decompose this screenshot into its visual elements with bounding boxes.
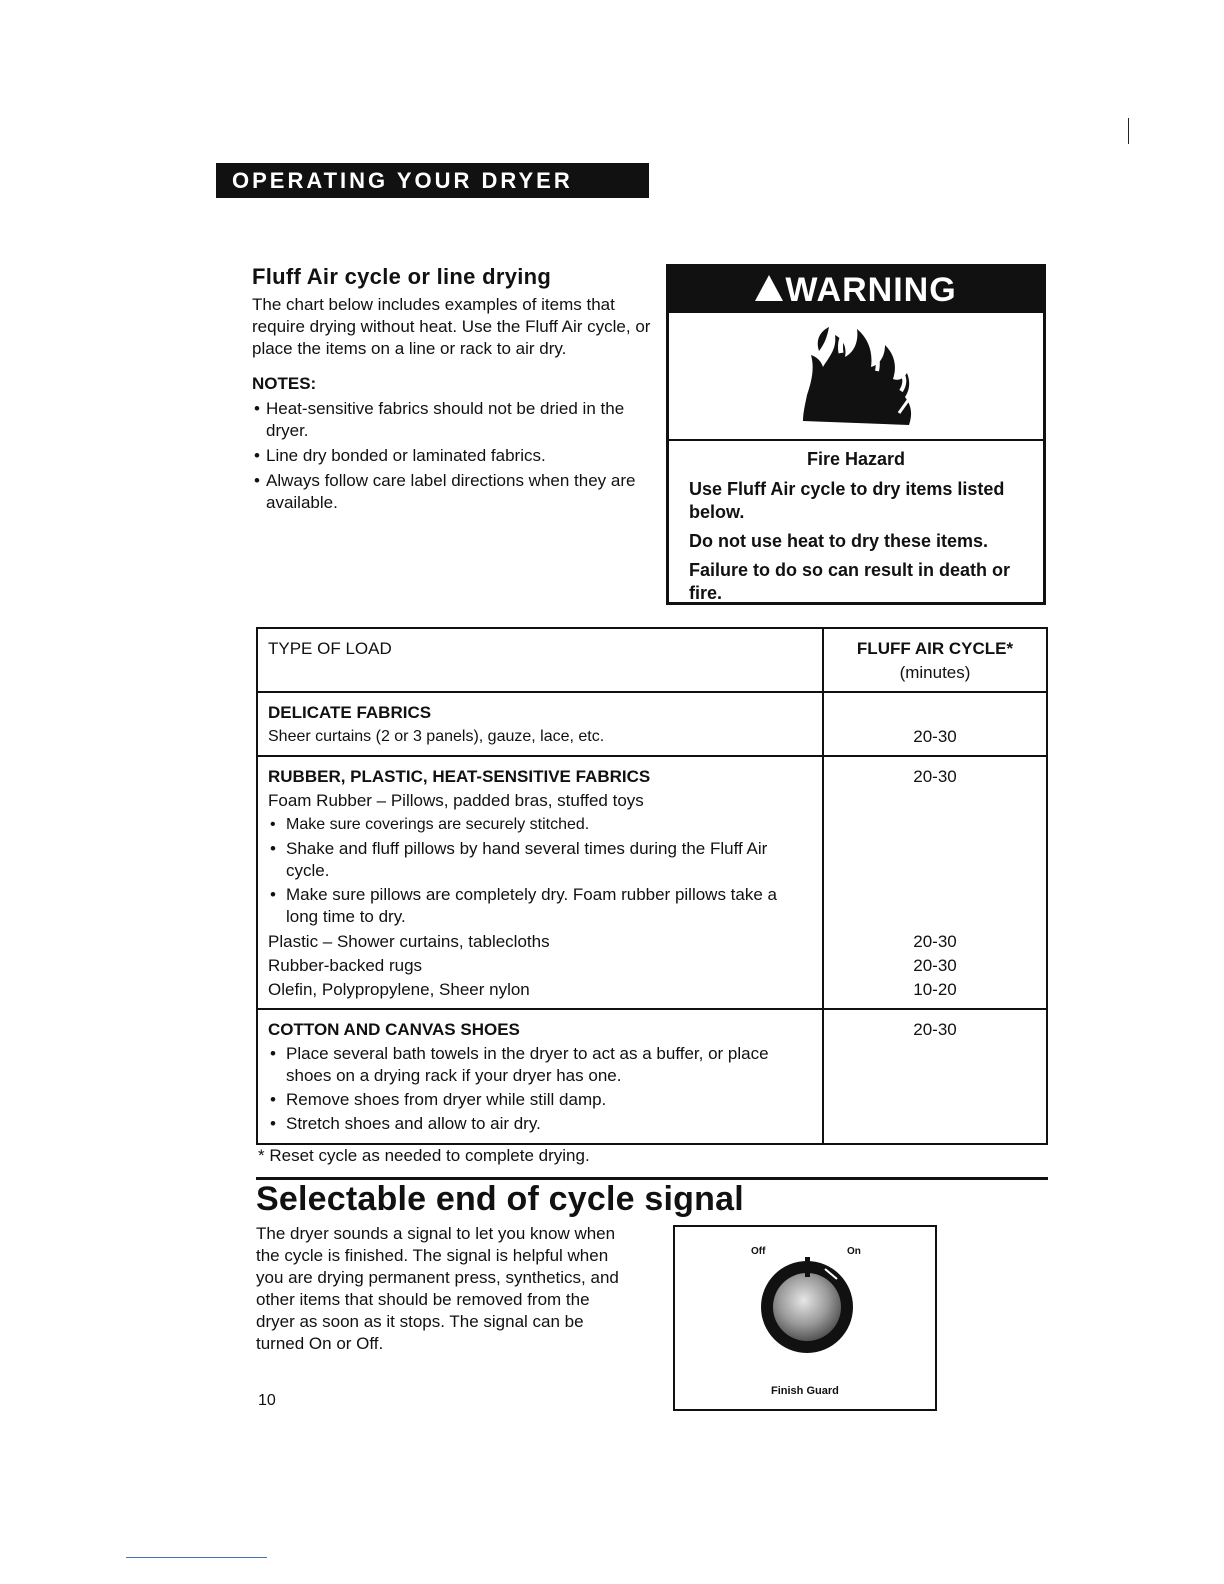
warning-title: Fire Hazard <box>806 449 906 469</box>
col2-subheader: (minutes) <box>899 663 971 682</box>
warning-image <box>669 313 1043 441</box>
note-item: • Heat-sensitive fabrics should not be dried in the dryer. <box>252 398 652 442</box>
shoes-heading: COTTON AND CANVAS SHOES <box>268 1020 520 1039</box>
shoes-cell <box>257 1009 823 1144</box>
rubber-bullets <box>268 814 812 928</box>
plastic-item: Plastic – Shower curtains, tablecloths <box>268 932 550 951</box>
warning-line: Do not use heat to dry these items. <box>689 531 989 551</box>
rugs-item: Rubber-backed rugs <box>268 956 423 975</box>
table-row <box>257 756 1047 1009</box>
delicate-desc: Sheer curtains (2 or 3 panels), gauze, lace, etc. <box>268 728 605 745</box>
end-of-cycle-signal-dial[interactable] <box>755 1251 859 1355</box>
rubber-subtimes <box>824 930 1046 1002</box>
list-item: • Make sure coverings are securely stitched. <box>268 814 812 836</box>
delicate-time: 20-30 <box>913 727 957 746</box>
warning-triangle-icon <box>755 275 783 301</box>
dial-on-label: On <box>847 1246 861 1257</box>
header-type-of-load <box>257 628 823 692</box>
table-header-row <box>257 628 1047 692</box>
table-row <box>257 1009 1047 1144</box>
dial-knob <box>773 1273 841 1341</box>
delicate-heading: DELICATE FABRICS <box>268 703 432 722</box>
page-number: 10 <box>258 1392 276 1409</box>
rubber-time: 20-30 <box>913 767 957 786</box>
table-footnote: * Reset cycle as needed to complete drying. <box>258 1146 590 1165</box>
shoes-time-cell <box>823 1009 1047 1144</box>
note-item: • Always follow care label directions when they are available. <box>252 470 652 514</box>
signal-dial-figure <box>673 1225 937 1411</box>
warning-box <box>666 264 1046 605</box>
plastic-time: 20-30 <box>913 932 957 951</box>
intro-heading: Fluff Air cycle or line drying <box>252 264 552 289</box>
list-item: • Shake and fluff pillows by hand several times during the Fluff Air cycle. <box>268 838 812 882</box>
delicate-cell <box>257 692 823 756</box>
col1-header: TYPE OF LOAD <box>268 639 392 658</box>
olefin-time: 10-20 <box>913 980 957 999</box>
bottom-rule <box>126 1557 267 1558</box>
col2-header: FLUFF AIR CYCLE* <box>856 639 1014 658</box>
rubber-time-cell <box>823 756 1047 1009</box>
olefin-item: Olefin, Polypropylene, Sheer nylon <box>268 980 530 999</box>
delicate-time-cell <box>823 692 1047 756</box>
foam-rubber: Foam Rubber – Pillows, padded bras, stuffed toys <box>268 791 644 810</box>
rugs-time: 20-30 <box>913 956 957 975</box>
dial-pointer-icon <box>805 1257 810 1277</box>
dial-caption: Finish Guard <box>771 1385 839 1397</box>
intro-section <box>252 264 652 517</box>
header-fluff-air-cycle <box>823 628 1047 692</box>
warning-line: Failure to do so can result in death or fire. <box>689 560 1011 603</box>
section-banner: OPERATING YOUR DRYER <box>216 163 649 198</box>
shoes-time: 20-30 <box>913 1020 957 1039</box>
warning-line: Use Fluff Air cycle to dry items listed below. <box>689 479 1005 522</box>
warning-body <box>669 441 1043 605</box>
notes-list <box>252 398 652 514</box>
list-item: • Remove shoes from dryer while still damp. <box>268 1089 812 1111</box>
rubber-heading: RUBBER, PLASTIC, HEAT-SENSITIVE FABRICS <box>268 767 651 786</box>
warning-header-text: WARNING <box>785 270 957 309</box>
warning-header <box>669 267 1043 313</box>
table-row <box>257 692 1047 756</box>
fire-hazard-icon <box>781 321 931 431</box>
notes-heading: NOTES: <box>252 374 317 393</box>
list-item: • Place several bath towels in the dryer to act as a buffer, or place shoes on a drying rack if your dryer has one. <box>268 1043 812 1087</box>
shoes-bullets <box>268 1043 812 1135</box>
signal-paragraph: The dryer sounds a signal to let you know when the cycle is finished. The signal is helpful when you are drying permanent press, synthetics, and other items that should be removed from the dryer as soon as it stops. The signal can be turned On or Off. <box>256 1224 619 1353</box>
signal-heading: Selectable end of cycle signal <box>256 1180 744 1218</box>
note-item: • Line dry bonded or laminated fabrics. <box>252 445 652 467</box>
scan-mark <box>1128 118 1129 144</box>
dial-off-label: Off <box>751 1246 766 1257</box>
list-item: • Make sure pillows are completely dry. Foam rubber pillows take a long time to dry. <box>268 884 812 928</box>
intro-paragraph: The chart below includes examples of items that require drying without heat. Use the Fluff Air cycle, or place the items on a line or rack to air dry. <box>252 295 651 358</box>
rubber-cell <box>257 756 823 1009</box>
list-item: • Stretch shoes and allow to air dry. <box>268 1113 812 1135</box>
fluff-air-table <box>256 627 1048 1145</box>
